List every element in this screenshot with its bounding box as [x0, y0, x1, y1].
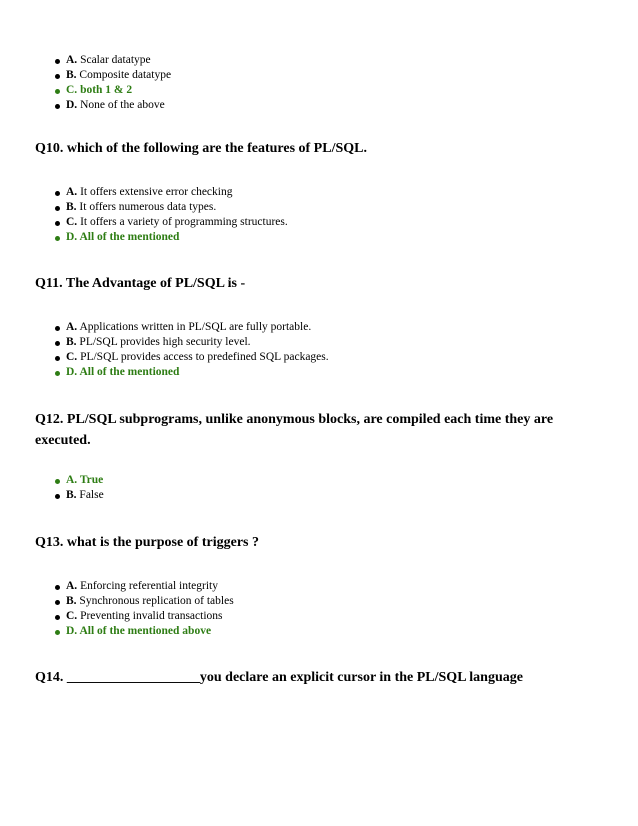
option-text: False	[79, 489, 104, 501]
option-text: both 1 & 2	[80, 84, 133, 96]
answer-option	[0, 473, 638, 488]
option-letter: A.	[66, 54, 78, 66]
option-text: PL/SQL provides access to predefined SQL packages.	[80, 351, 329, 363]
bullet-icon	[55, 479, 60, 484]
option-text: All of the mentioned	[79, 231, 180, 243]
option-letter: B.	[66, 336, 77, 348]
answer-option	[0, 350, 638, 365]
q14-question: Q14. ___________________you declare an explicit cursor in the PL/SQL language	[35, 670, 523, 685]
option-letter: D.	[66, 231, 78, 243]
q10-options	[0, 185, 638, 245]
option-text: Preventing invalid transactions	[80, 610, 223, 622]
option-text: All of the mentioned	[79, 366, 180, 378]
answer-option	[0, 365, 638, 380]
q13-question: Q13. what is the purpose of triggers ?	[35, 535, 259, 550]
bullet-icon	[55, 89, 60, 94]
answer-option	[0, 215, 638, 230]
bullet-icon	[55, 341, 60, 346]
option-text: Applications written in PL/SQL are fully portable.	[79, 321, 312, 333]
option-text: Enforcing referential integrity	[80, 580, 219, 592]
option-text: True	[79, 474, 104, 486]
answer-option	[0, 624, 638, 639]
option-letter: A.	[66, 321, 78, 333]
bullet-icon	[55, 74, 60, 79]
option-text: It offers a variety of programming structures.	[80, 216, 288, 228]
option-text: It offers numerous data types.	[79, 201, 217, 213]
q11-question: Q11. The Advantage of PL/SQL is -	[35, 276, 246, 291]
bullet-icon	[55, 59, 60, 64]
q9-options	[0, 53, 638, 113]
option-letter: A.	[66, 474, 78, 486]
option-letter: C.	[66, 610, 78, 622]
option-letter: B.	[66, 201, 77, 213]
option-letter: D.	[66, 366, 78, 378]
option-letter: D.	[66, 625, 78, 637]
q9-block	[0, 53, 638, 113]
bullet-icon	[55, 371, 60, 376]
bullet-icon	[55, 600, 60, 605]
answer-option	[0, 83, 638, 98]
bullet-icon	[55, 615, 60, 620]
answer-option	[0, 335, 638, 350]
answer-option	[0, 488, 638, 503]
bullet-icon	[55, 630, 60, 635]
option-letter: A.	[66, 580, 78, 592]
bullet-icon	[55, 221, 60, 226]
bullet-icon	[55, 326, 60, 331]
answer-option	[0, 200, 638, 215]
option-letter: C.	[66, 351, 78, 363]
q13-block	[0, 579, 638, 639]
q12-block	[0, 473, 638, 503]
option-text: Synchronous replication of tables	[79, 595, 234, 607]
answer-option	[0, 320, 638, 335]
answer-option	[0, 53, 638, 68]
option-text: It offers extensive error checking	[80, 186, 233, 198]
option-text: PL/SQL provides high security level.	[79, 336, 251, 348]
option-letter: A.	[66, 186, 78, 198]
bullet-icon	[55, 585, 60, 590]
q12-question: Q12. PL/SQL subprograms, unlike anonymous blocks, are compiled each time they are executed.	[35, 412, 554, 448]
bullet-icon	[55, 206, 60, 211]
option-letter: B.	[66, 489, 77, 501]
q13-options	[0, 579, 638, 639]
q10-question: Q10. which of the following are the features of PL/SQL.	[35, 141, 367, 156]
q12-options	[0, 473, 638, 503]
answer-option	[0, 98, 638, 113]
answer-option	[0, 230, 638, 245]
answer-option	[0, 609, 638, 624]
option-text: Composite datatype	[79, 69, 172, 81]
q11-block	[0, 320, 638, 380]
option-letter: D.	[66, 99, 78, 111]
bullet-icon	[55, 494, 60, 499]
answer-option	[0, 594, 638, 609]
option-letter: B.	[66, 595, 77, 607]
answer-option	[0, 185, 638, 200]
q10-block	[0, 185, 638, 245]
option-letter: B.	[66, 69, 77, 81]
option-text: None of the above	[80, 99, 165, 111]
bullet-icon	[55, 236, 60, 241]
answer-option	[0, 68, 638, 83]
option-letter: C.	[66, 84, 78, 96]
option-letter: C.	[66, 216, 78, 228]
bullet-icon	[55, 191, 60, 196]
option-text: All of the mentioned above	[79, 625, 212, 637]
bullet-icon	[55, 104, 60, 109]
answer-option	[0, 579, 638, 594]
bullet-icon	[55, 356, 60, 361]
option-text: Scalar datatype	[80, 54, 151, 66]
q11-options	[0, 320, 638, 380]
